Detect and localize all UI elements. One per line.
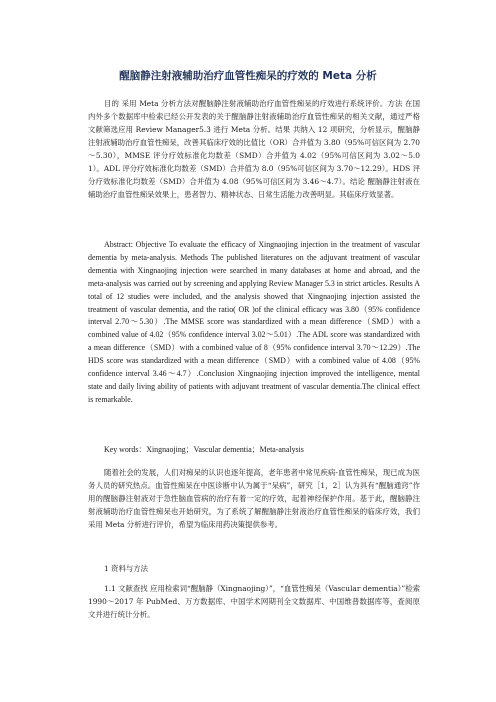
english-abstract: Abstract: Objective To evaluate the efficacy of Xingnaojing injection in the treatment of vascular dementia by meta-analysis. Methods The published literatures on the adjuvant treatment of vascular dementia with Xingnaojing injection were searched in many databases at home and abroad, and the meta-analysis was carried out by screening and applying Review Manager 5.3 in strict articles. Results A total of 12 studies were included, and the analysis showed that Xingnaojing injection assisted the treatment of vascular dementia, and the ratio( OR )of the clinical efficacy was 3.80（95% confidence interval 2.70～5.30）.The MMSE score was standardized with a mean difference（SMD）with a combined value of 4.02（95% confidence interval 3.02～5.01）.The ADL score was standardized with a mean difference（SMD）with a combined value of 8（95% confidence interval 3.70～12.29）.The HDS score was standardized with a mean difference（SMD）with a combined value of 4.08（95% confidence interval 3.46～4.7）.Conclusion Xingnaojing injection improved the intelligence, mental state and daily living ability of patients with adjuvant treatment of vascular dementia.The clinical effect is remarkable. <box>88 240 420 404</box>
literature-search-paragraph: 1.1 文献查找 应用检索词“醒脑静（Xingnaojing）”，“血管性痴呆（Vascular dementia）”检索 1990～2017 年 PubMed、万方数据库、中国学术网期刊全文数据库、中国维普数据库等，查阅原文并进行统计分析。 <box>88 584 420 619</box>
introduction-paragraph: 随着社会的发展，人们对痴呆的认识也逐年提高，老年患者中常见疾病-血管性痴呆，现已成为医务人员的研究热点。血管性痴呆在中医诊断中认为属于“呆病”，研究［1，2］认为具有“醒脑通窍”作用的醒脑静注射液对于急性脑血管病的治疗有着一定的疗效，起着神经保护作用。基于此，醒脑静注射液辅助治疗血管性痴呆也开始研究，为了系统了解醒脑静注射液治疗血管性痴呆的临床疗效，我们采用 Meta 分析进行评价，希望为临床用药决策提供参考。 <box>88 468 420 529</box>
chinese-abstract: 目的 采用 Meta 分析方法对醒脑静注射液辅助治疗血管性痴呆的疗效进行系统评价。方法 在国内外多个数据库中检索已经公开发表的关于醒脑静注射液辅助治疗血管性痴呆的相关文献，通过严格文献筛选应用 Review Manager5.3 进行 Meta 分析。结果 共纳入 12 项研究，分析显示，醒脑静注射液辅助治疗血管性痴呆，改善其临床疗效的比值比（OR）合并值为 3.80（95%可信区间为 2.70～5.30），MMSE 评分疗效标准化均数差（SMD）合并值为 4.02（95%可信区间为 3.02～5.01）。ADL 评分疗效标准化均数差（SMD）合并值为 8.0（95%可信区间为 3.70～12.29）。HDS 评分疗效标准化均数差（SMD）合并值为 4.08（95%可信区间为 3.46～4.7）。结论 醒脑静注射液在辅助治疗血管性痴呆效果上，患者智力、精神状态、日常生活能力改善明显。其临床疗效显著。 <box>88 99 420 199</box>
section-heading-materials-methods: 1 资料与方法 <box>104 564 149 573</box>
keywords-line: Key words：Xingnaojing；Vascular dementia；Meta-analysis <box>104 445 304 454</box>
paper-title: 醒脑静注射液辅助治疗血管性痴呆的疗效的 Meta 分析 <box>119 70 377 82</box>
